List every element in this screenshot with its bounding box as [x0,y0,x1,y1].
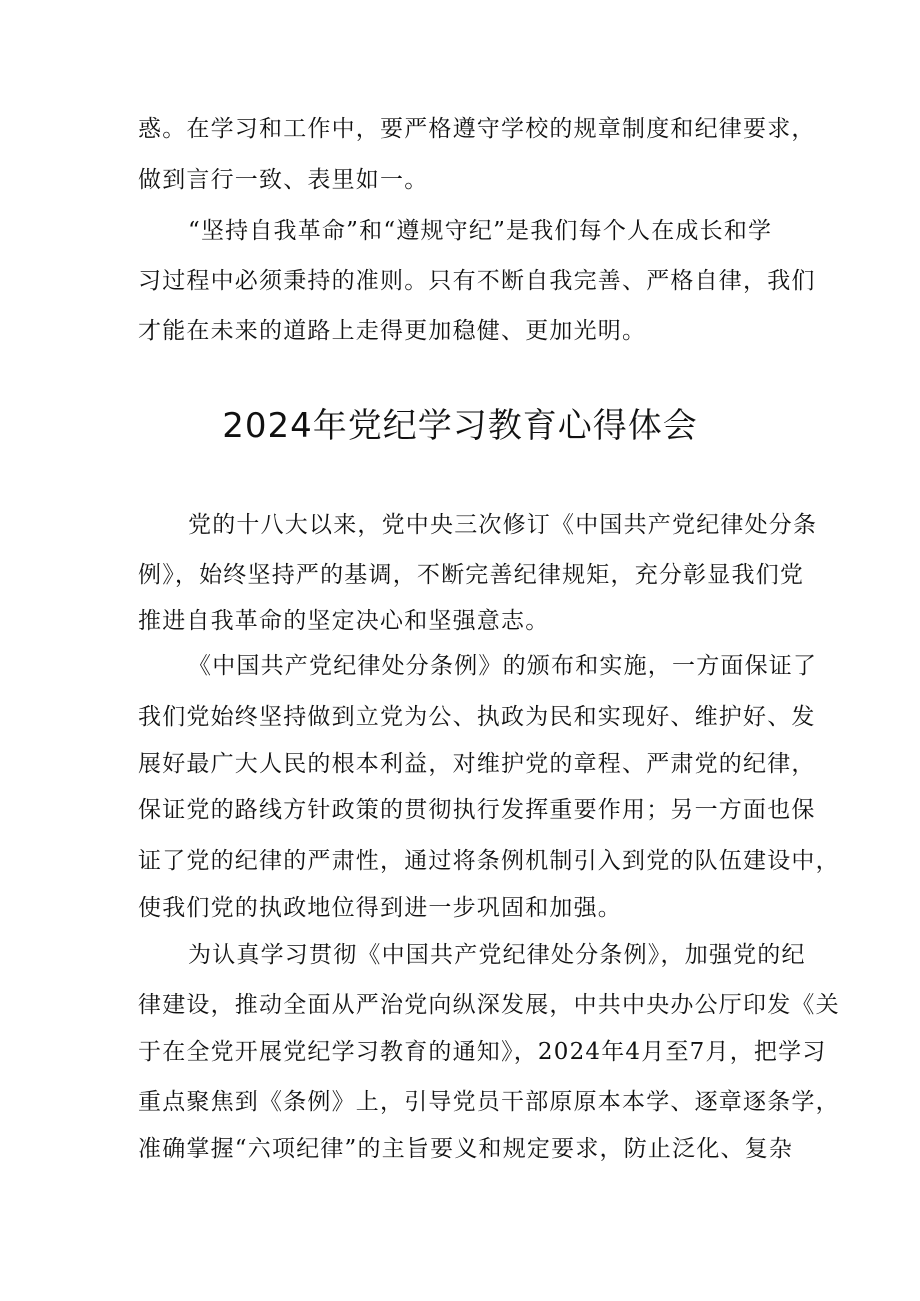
paragraph-line: 惑。在学习和工作中，要严格遵守学校的规章制度和纪律要求， [138,116,816,142]
paragraph-line: 于在全党开展党纪学习教育的通知》，2024年4月至7月，把学习 [138,1039,827,1065]
paragraph-line: 《中国共产党纪律处分条例》的颁布和实施，一方面保证了 [188,653,818,679]
paragraph-line: 推进自我革命的坚定决心和坚强意志。 [138,608,550,634]
paragraph-line: “坚持自我革命”和“遵规守纪”是我们每个人在成长和学 [188,218,773,244]
paragraph-line: 证了党的纪律的严肃性，通过将条例机制引入到党的队伍建设中， [138,848,840,874]
paragraph-line: 展好最广大人民的根本利益，对维护党的章程、严肃党的纪律， [138,751,816,777]
paragraph-line: 律建设，推动全面从严治党向纵深发展，中共中央办公厅印发《关 [138,992,840,1018]
paragraph-line: 使我们党的执政地位得到进一步巩固和加强。 [138,895,622,921]
paragraph-line: 党的十八大以来，党中央三次修订《中国共产党纪律处分条 [188,512,818,538]
paragraph-line: 准确掌握“六项纪律”的主旨要义和规定要求，防止泛化、复杂 [138,1136,794,1162]
paragraph-line: 为认真学习贯彻《中国共产党纪律处分条例》，加强党的纪 [188,942,806,968]
paragraph-line: 我们党始终坚持做到立党为公、执政为民和实现好、维护好、发 [138,704,816,730]
paragraph-line: 重点聚焦到《条例》上，引导党员干部原原本本学、逐章逐条学， [138,1089,840,1115]
paragraph-line: 习过程中必须秉持的准则。只有不断自我完善、严格自律，我们 [138,268,816,294]
paragraph-line: 才能在未来的道路上走得更加稳健、更加光明。 [138,318,647,344]
page-title: 2024年党纪学习教育心得体会 [222,406,698,446]
paragraph-line: 保证党的路线方针政策的贯彻执行发挥重要作用；另一方面也保 [138,797,816,823]
paragraph-line: 例》，始终坚持严的基调，不断完善纪律规矩，充分彰显我们党 [138,562,805,588]
paragraph-line: 做到言行一致、表里如一。 [138,167,429,193]
